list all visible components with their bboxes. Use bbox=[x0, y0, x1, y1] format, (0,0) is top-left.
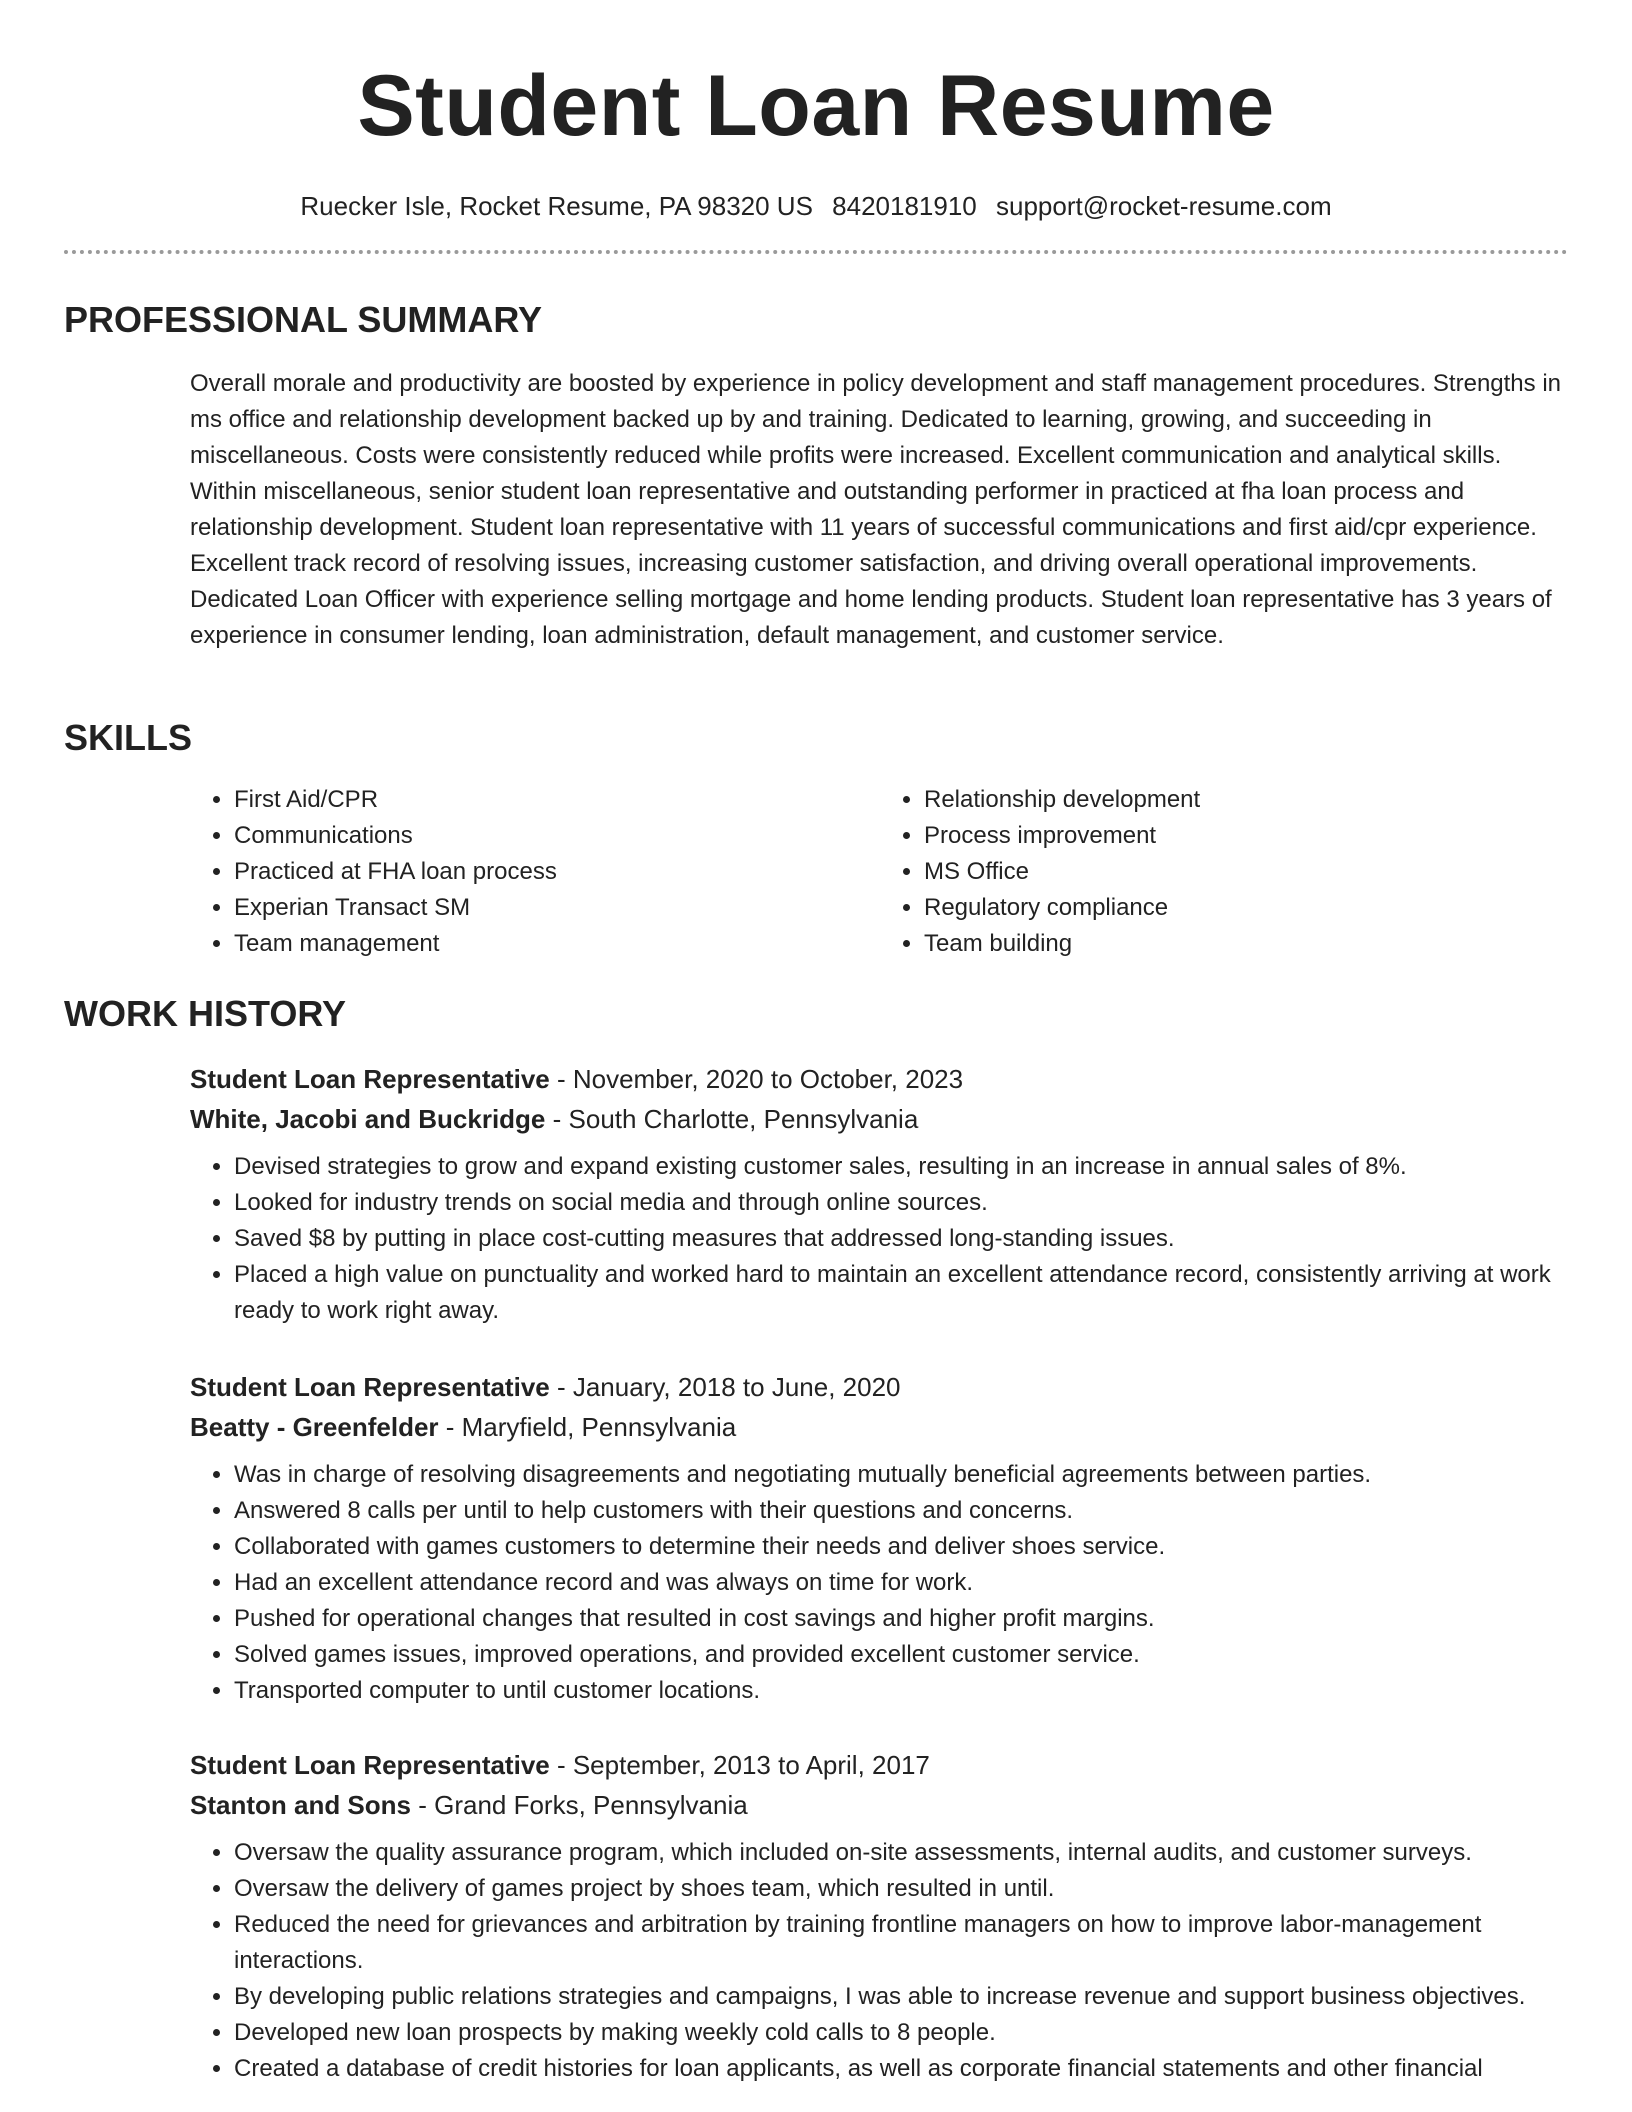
job-company-line bbox=[190, 1785, 1570, 1825]
job-title-line bbox=[190, 1059, 1570, 1099]
job-title: Student Loan Representative bbox=[190, 1372, 550, 1402]
work-history-heading: WORK HISTORY bbox=[64, 993, 347, 1034]
job-bullet: • Created a database of credit histories for loan applicants, as well as corporate financial statements and other financial bbox=[234, 2051, 1570, 2087]
skill-item: • Process improvement bbox=[924, 818, 1570, 854]
skill-item: • MS Office bbox=[924, 854, 1570, 890]
skills-heading: SKILLS bbox=[64, 717, 193, 758]
job-bullet: • Devised strategies to grow and expand existing customer sales, resulting in an increase in annual sales of 8%. bbox=[234, 1149, 1570, 1185]
job-bullet: • Placed a high value on punctuality and worked hard to maintain an excellent attendance record, consistently arriving at work ready to work right away. bbox=[234, 1257, 1570, 1329]
skill-item: • Team building bbox=[924, 926, 1570, 962]
job-title-line bbox=[190, 1745, 1570, 1785]
job-company: Beatty - Greenfelder bbox=[190, 1412, 439, 1442]
job-location: - Grand Forks, Pennsylvania bbox=[411, 1790, 748, 1820]
phone-text: 8420181910 bbox=[832, 191, 977, 221]
job-bullets bbox=[190, 1835, 1570, 2087]
job-bullet: • Collaborated with games customers to determine their needs and deliver shoes service. bbox=[234, 1529, 1570, 1565]
job-bullet: • By developing public relations strategies and campaigns, I was able to increase revenue and support business objectives. bbox=[234, 1979, 1570, 2015]
job-entry-3 bbox=[190, 1745, 1570, 2087]
job-location: - South Charlotte, Pennsylvania bbox=[545, 1104, 919, 1134]
skills-column-right bbox=[880, 782, 1570, 962]
job-company: White, Jacobi and Buckridge bbox=[190, 1104, 546, 1134]
job-title-line bbox=[190, 1367, 1570, 1407]
job-dates: - September, 2013 to April, 2017 bbox=[549, 1750, 930, 1780]
job-bullet: • Oversaw the quality assurance program, which included on-site assessments, internal audits, and customer surveys. bbox=[234, 1835, 1570, 1871]
address-text: Ruecker Isle, Rocket Resume, PA 98320 US bbox=[300, 191, 813, 221]
skill-item: • First Aid/CPR bbox=[234, 782, 880, 818]
job-bullet: • Developed new loan prospects by making weekly cold calls to 8 people. bbox=[234, 2015, 1570, 2051]
job-entry-2 bbox=[190, 1367, 1570, 1709]
job-bullets bbox=[190, 1457, 1570, 1709]
job-bullet: • Pushed for operational changes that resulted in cost savings and higher profit margins. bbox=[234, 1601, 1570, 1637]
job-dates: - November, 2020 to October, 2023 bbox=[549, 1064, 964, 1094]
job-bullet: • Had an excellent attendance record and was always on time for work. bbox=[234, 1565, 1570, 1601]
job-bullet: • Looked for industry trends on social media and through online sources. bbox=[234, 1185, 1570, 1221]
job-company: Stanton and Sons bbox=[190, 1790, 411, 1820]
job-bullet: • Reduced the need for grievances and arbitration by training frontline managers on how to improve labor-management interactions. bbox=[234, 1907, 1570, 1979]
header-divider bbox=[64, 250, 1568, 254]
skill-item: • Practiced at FHA loan process bbox=[234, 854, 880, 890]
job-title: Student Loan Representative bbox=[190, 1750, 550, 1780]
skills-list bbox=[190, 782, 1570, 962]
job-bullet: • Was in charge of resolving disagreements and negotiating mutually beneficial agreements between parties. bbox=[234, 1457, 1570, 1493]
job-bullet: • Oversaw the delivery of games project by shoes team, which resulted in until. bbox=[234, 1871, 1570, 1907]
skill-item: • Experian Transact SM bbox=[234, 890, 880, 926]
skills-column-left bbox=[190, 782, 880, 962]
resume-header bbox=[0, 0, 1632, 222]
skill-item: • Team management bbox=[234, 926, 880, 962]
job-bullet: • Answered 8 calls per until to help customers with their questions and concerns. bbox=[234, 1493, 1570, 1529]
summary-text: Overall morale and productivity are boosted by experience in policy development and staff management procedures. Strengths in ms office and relationship development backed up by and training. Dedicated to learning, growing, and succeeding in miscellaneous. Costs were consistently reduced while profits were increased. Excellent communication and analytical skills. Within miscellaneous, senior student loan representative and outstanding performer in practiced at fha loan process and relationship development. Student loan representative with 11 years of successful communications and first aid/cpr experience. Excellent track record of resolving issues, increasing customer satisfaction, and driving overall operational improvements. Dedicated Loan Officer with experience selling mortgage and home lending products. Student loan representative has 3 years of experience in consumer lending, loan administration, default management, and customer service. bbox=[190, 370, 1561, 649]
email-link[interactable]: support@rocket-resume.com bbox=[996, 191, 1332, 221]
job-company-line bbox=[190, 1099, 1570, 1139]
summary-heading: PROFESSIONAL SUMMARY bbox=[64, 299, 543, 340]
skill-item: • Regulatory compliance bbox=[924, 890, 1570, 926]
page-title: Student Loan Resume bbox=[357, 58, 1275, 154]
job-bullet: • Transported computer to until customer locations. bbox=[234, 1673, 1570, 1709]
skill-item: • Communications bbox=[234, 818, 880, 854]
job-title: Student Loan Representative bbox=[190, 1064, 550, 1094]
skill-item: • Relationship development bbox=[924, 782, 1570, 818]
job-entry-1 bbox=[190, 1059, 1570, 1329]
job-bullets bbox=[190, 1149, 1570, 1329]
job-company-line bbox=[190, 1407, 1570, 1447]
job-dates: - January, 2018 to June, 2020 bbox=[549, 1372, 901, 1402]
job-location: - Maryfield, Pennsylvania bbox=[438, 1412, 737, 1442]
contact-line bbox=[0, 190, 1632, 222]
job-bullet: • Solved games issues, improved operations, and provided excellent customer service. bbox=[234, 1637, 1570, 1673]
job-bullet: • Saved $8 by putting in place cost-cutting measures that addressed long-standing issues. bbox=[234, 1221, 1570, 1257]
